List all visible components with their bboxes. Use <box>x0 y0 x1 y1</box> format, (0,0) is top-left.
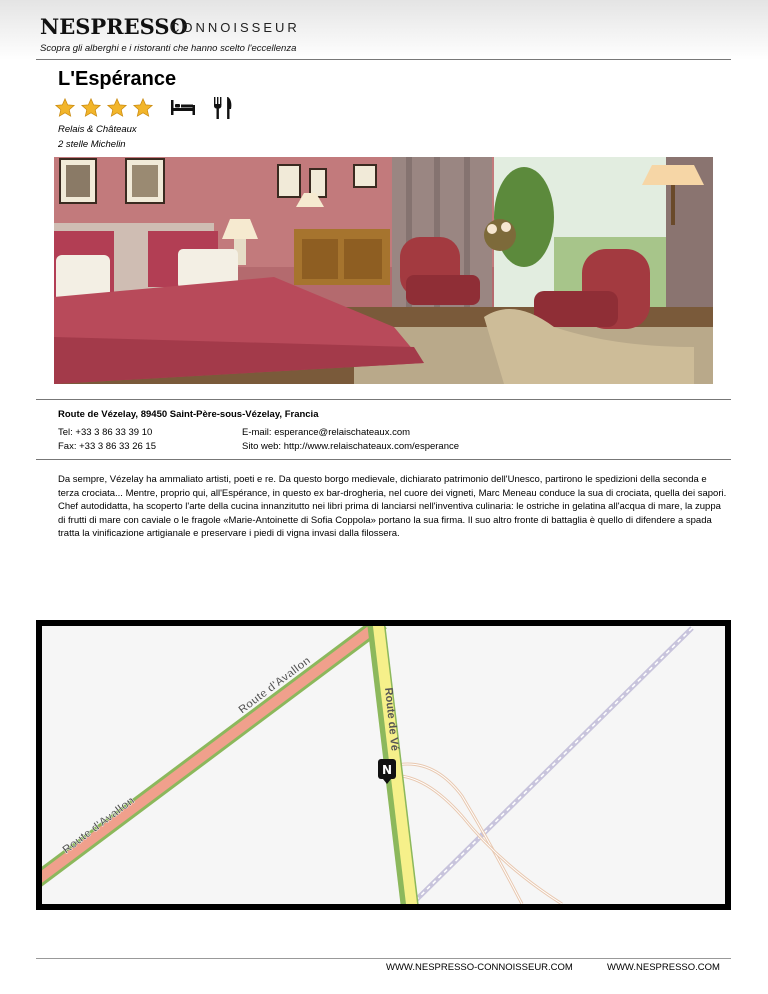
star-icon <box>132 97 154 119</box>
star-rating <box>54 97 154 119</box>
description-text: Da sempre, Vézelay ha ammaliato artisti, poeti e re. Da questo borgo medievale, dichiarato patrimonio dell'Unesco, partirono le spedizioni della seconda e terza crociata... Mentre, proprio qui, all'Espérance, in questo ex bar-drogheria, nel cuore dei vigneti, Marc Meneau conduce la sua di crociata, quella dei sapori. Chef autodidatta, ha scoperto l'arte della cucina innanzitutto nei libri prima di lanciarsi nell'inventiva culinaria: le ostriche in gelatina all'acqua di mare, la zuppa di frutti di mare con caviale o le fragole «Marie-Antoinette di Sofia Coppola» portano la sua firma. Il suo altro fronte di battaglia è quello di difendere a spada tratta la vinificazione artigianale e preservare i piedi di vigna invasi dalla filossera. <box>58 474 727 539</box>
tagline: Scopra gli alberghi e i ristoranti che hanno scelto l'eccellenza <box>40 43 297 54</box>
venue-title: L'Espérance <box>58 68 177 90</box>
map-canvas[interactable] <box>42 626 725 904</box>
road-label-avallon-upper: Route d'Avallon <box>236 654 314 717</box>
star-icon <box>80 97 102 119</box>
address-top-divider <box>36 399 731 400</box>
svg-text:N: N <box>382 763 393 777</box>
nespresso-logo: NESPRESSO <box>40 14 188 39</box>
venue-category: Relais & Châteaux <box>58 124 137 135</box>
fork-knife-icon <box>212 96 234 120</box>
address: Route de Vézelay, 89450 Saint-Père-sous-Vézelay, Francia <box>58 409 319 420</box>
footer-link-nespresso[interactable]: WWW.NESPRESSO.COM <box>607 962 720 973</box>
michelin-rating: 2 stelle Michelin <box>58 139 126 150</box>
hotel-room-photo <box>54 157 713 384</box>
header-divider <box>36 59 731 60</box>
location-map[interactable] <box>36 620 731 910</box>
connoisseur-wordmark: CONNOISSEUR <box>170 20 300 35</box>
bed-icon <box>170 98 196 116</box>
star-icon <box>106 97 128 119</box>
website-link[interactable]: Sito web: http://www.relaischateaux.com/esperance <box>242 441 460 452</box>
address-bottom-divider <box>36 459 731 460</box>
email-link[interactable]: E-mail: esperance@relaischateaux.com <box>242 427 411 438</box>
star-icon <box>54 97 76 119</box>
footer-divider <box>36 958 731 959</box>
road-label-vezelay: Route de Vé <box>382 687 401 752</box>
road-label-avallon-lower: Route d'Avallon <box>60 794 138 857</box>
footer-link-connoisseur[interactable]: WWW.NESPRESSO-CONNOISSEUR.COM <box>386 962 573 973</box>
phone: Tel: +33 3 86 33 39 10 <box>58 427 153 438</box>
fax: Fax: +33 3 86 33 26 15 <box>58 441 156 452</box>
